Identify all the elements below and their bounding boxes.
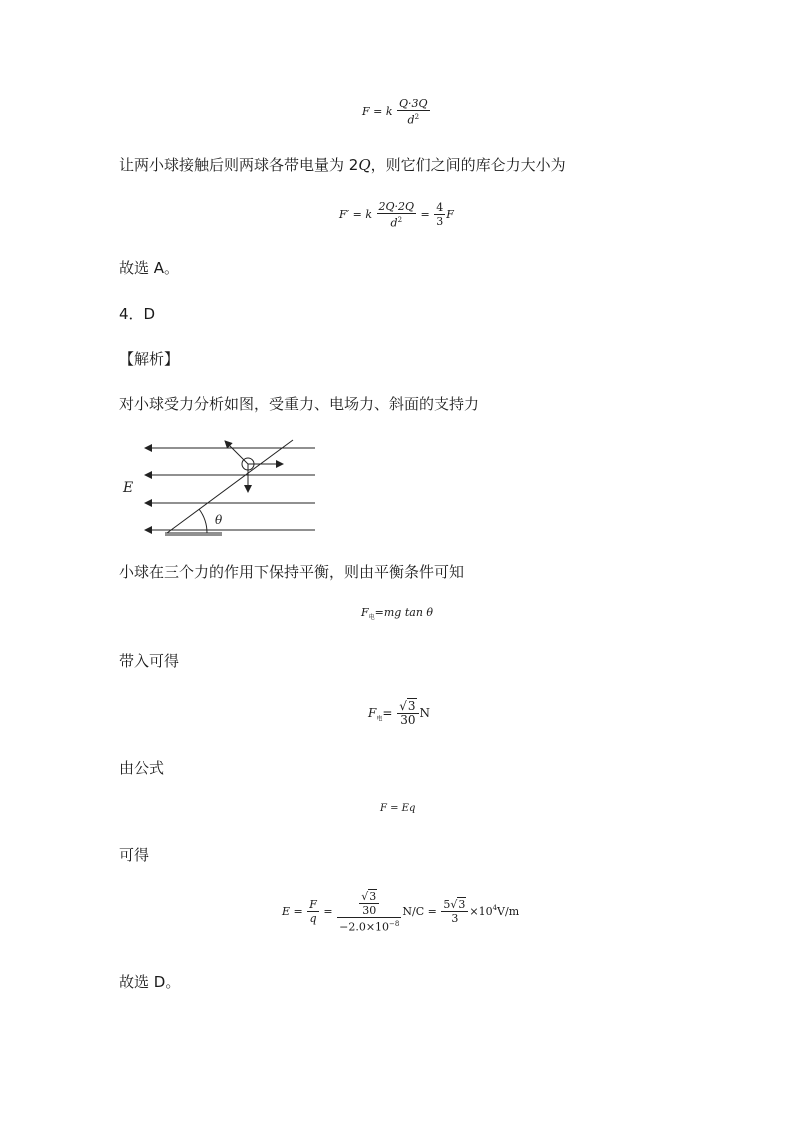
- eq-fraction: [377, 200, 417, 230]
- inner-numerator: [359, 890, 379, 904]
- equation-coulomb-initial: [362, 97, 431, 127]
- fraction-denominator: [337, 918, 401, 934]
- force-diagram: [115, 430, 325, 540]
- eq-fraction: [397, 700, 418, 727]
- eq-sign: =: [319, 904, 337, 918]
- sqrt-symbol: √3: [399, 699, 416, 713]
- sqrt-radicand: 3: [369, 890, 377, 903]
- den-var: d: [390, 216, 398, 230]
- fraction-denominator: q: [309, 912, 317, 926]
- angle-arc: [199, 509, 207, 533]
- eq-subscript: 电: [368, 614, 375, 622]
- sqrt-symbol: √3: [450, 898, 466, 912]
- paragraph-analysis-heading: 【解析】: [119, 350, 180, 368]
- eq-lhs: F: [361, 606, 369, 619]
- para-var: Q: [358, 156, 371, 174]
- fraction-numerator: 4: [436, 201, 444, 215]
- eq-sign: =: [417, 207, 434, 221]
- eq-power-base: ×10: [469, 904, 493, 918]
- eq-constant: k: [385, 104, 393, 118]
- eq-lhs: F: [368, 706, 377, 720]
- fraction-numerator: 2Q·2Q: [378, 200, 415, 213]
- fraction-numerator: F: [309, 898, 317, 912]
- fraction-numerator: [397, 700, 418, 714]
- angle-label: θ: [215, 513, 223, 527]
- fraction-numerator: [441, 898, 468, 912]
- paragraph-formula: 由公式: [119, 759, 165, 777]
- eq-unit: N/C: [402, 904, 425, 918]
- inner-fraction: [359, 890, 379, 917]
- eq-sign: =: [424, 904, 441, 918]
- fraction-denominator: 3: [436, 215, 444, 229]
- eq-fraction: [397, 97, 430, 127]
- field-label: E: [123, 480, 134, 496]
- fraction-denominator: [397, 111, 430, 127]
- eq-fraction-ratio: [434, 201, 445, 228]
- eq-rhs: F: [446, 207, 454, 221]
- den-mantissa: −2.0×10: [339, 920, 390, 934]
- paragraph-force-analysis: 对小球受力分析如图，受重力、电场力、斜面的支持力: [119, 395, 480, 413]
- eq-fraction-result: [441, 898, 468, 925]
- den-exp: −8: [389, 920, 400, 928]
- eq-rhs: =mg tan θ: [374, 606, 434, 619]
- sqrt-radicand: 3: [407, 699, 416, 713]
- sqrt-symbol: √3: [361, 890, 377, 903]
- eq-compound-fraction: [337, 890, 401, 934]
- paragraph-answer-d: 故选 D。: [119, 973, 181, 991]
- eq-unit: V/m: [497, 904, 520, 918]
- eq-lhs: F′: [339, 207, 350, 221]
- paragraph-obtain: 可得: [119, 846, 150, 864]
- eq-sign: =: [382, 706, 393, 720]
- normal-force-arrow: [225, 441, 248, 464]
- eq-constant: k: [365, 207, 373, 221]
- fraction-numerator: [337, 890, 401, 918]
- eq-subscript: 电: [376, 715, 383, 723]
- eq-unit: N: [419, 706, 431, 720]
- num-coef: 5: [443, 898, 451, 912]
- paragraph-charge-share: [119, 155, 566, 175]
- eq-sign: =: [349, 207, 366, 221]
- eq-lhs: E: [282, 904, 291, 918]
- sqrt-radicand: 3: [458, 898, 466, 912]
- fraction-denominator: 3: [451, 912, 459, 926]
- eq-exponent: 4: [492, 904, 498, 913]
- den-exp: 2: [414, 113, 420, 121]
- eq-lhs: F: [362, 104, 370, 118]
- paragraph-answer-a: 故选 A。: [119, 259, 180, 277]
- eq-sign: =: [290, 904, 307, 918]
- para-text: ，则它们之间的库仑力大小为: [370, 156, 566, 174]
- fraction-denominator: 30: [400, 713, 416, 727]
- den-var: d: [407, 113, 415, 127]
- eq-sign: =: [369, 104, 386, 118]
- equation-force-field: F = Eq: [380, 803, 416, 814]
- incline-line: [167, 440, 293, 533]
- para-text: 让两小球接触后则两球各带电量为 2: [119, 156, 359, 174]
- equation-electric-force: [361, 606, 433, 621]
- paragraph-question-number: 4．D: [119, 305, 156, 323]
- eq-fraction-fq: [307, 898, 319, 925]
- paragraph-equilibrium: 小球在三个力的作用下保持平衡，则由平衡条件可知: [119, 563, 465, 581]
- inner-denominator: 30: [362, 904, 377, 917]
- paragraph-substitute: 带入可得: [119, 652, 180, 670]
- equation-field-strength: [282, 890, 519, 934]
- equation-electric-force-value: [368, 700, 430, 727]
- equation-coulomb-after: [339, 200, 454, 230]
- fraction-numerator: Q·3Q: [399, 97, 428, 110]
- fraction-denominator: [377, 214, 417, 230]
- den-exp: 2: [397, 216, 403, 224]
